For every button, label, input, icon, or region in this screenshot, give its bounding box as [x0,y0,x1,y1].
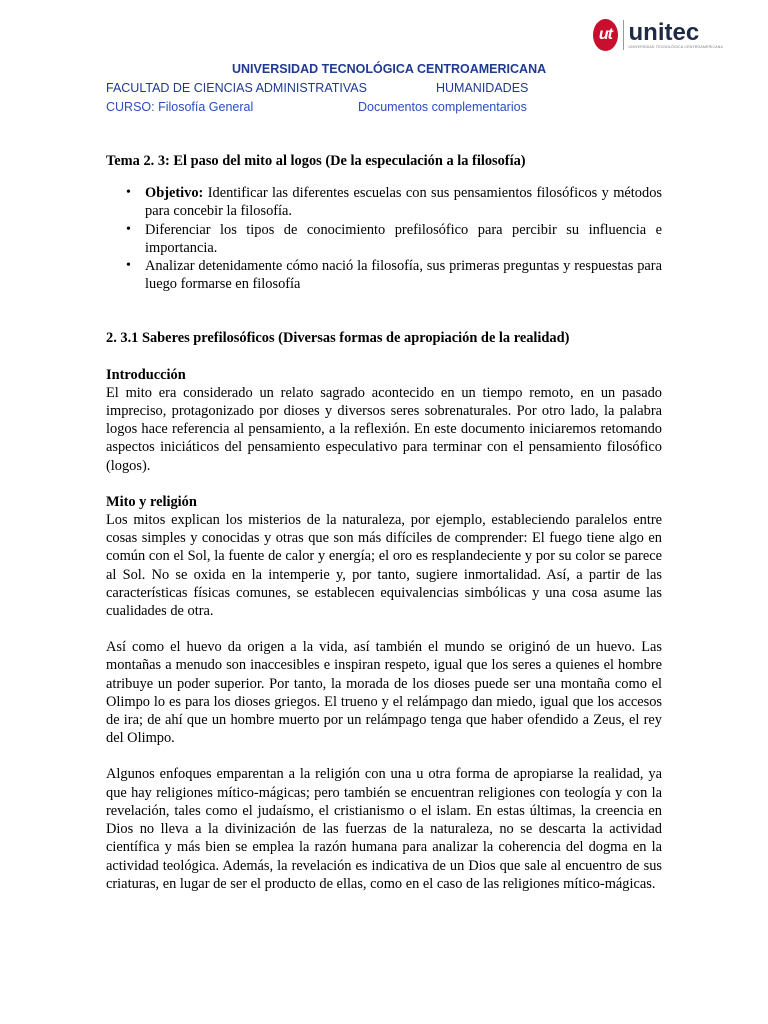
bullet-icon: • [126,185,131,201]
intro-title: Introducción [106,366,186,383]
bullet-icon: • [126,258,131,274]
objective-item [106,221,662,257]
objective-item [106,184,662,220]
logo-mark-icon [593,19,618,51]
unitec-logo [593,17,723,53]
logo-divider [623,20,624,50]
header-docs: Documentos complementarios [358,100,527,114]
header-course: CURSO: Filosofía General [106,100,254,114]
logo-tagline: UNIVERSIDAD TECNOLÓGICA CENTROAMERICANA [628,44,723,49]
logo-word: unitec [628,18,700,46]
bullet-icon: • [126,221,131,237]
myth-paragraph: Así como el huevo da origen a la vida, así también el mundo se originó de un huevo. Las montañas a menudo son inaccesibles e inspiran respeto, igual que los seres a quienes el hombre atribuye un poder superior. Por tanto, la morada de los dioses puede ser una montaña como el Olimpo lo es para los dioses griegos. El trueno y el relámpago dan miedo, igual que los accesos de ira; de ahí que un hombre muerto por un relámpago tenga que haber ofendido a Zeus, el rey del Olimpo. [106,639,662,747]
objective-text: Identificar las diferentes escuelas con sus pensamientos filosóficos y métodos para concebir la filosofía. [145,185,662,220]
header-faculty: FACULTAD DE CIENCIAS ADMINISTRATIVAS [106,81,367,95]
myth-paragraph: Los mitos explican los misterios de la naturaleza, por ejemplo, estableciendo paralelos entre cosas simples y conocidas y otras que son más difíciles de comprender: El fuego tiene algo en común con el Sol, la fuente de calor y energía; el oro es resplandeciente y por su color se parece al Sol. No se oxida en la intemperie y, por tanto, sugiere inmortalidad. Así, a partir de las características físicas comunes, se establecen equivalencias simbólicas y una cosa asume las cualidades de otra. [106,512,662,620]
header-department: HUMANIDADES [436,81,529,95]
myth-title: Mito y religión [106,493,197,510]
objective-label: Objetivo: [145,185,204,202]
objectives-list [106,184,662,293]
document-body [106,152,662,893]
objective-text: Diferenciar los tipos de conocimiento prefilosófico para percibir su influencia e importancia. [145,221,662,256]
section-title: 2. 3.1 Saberes prefilosóficos (Diversas formas de apropiación de la realidad) [106,330,570,347]
topic-title: Tema 2. 3: El paso del mito al logos (De la especulación a la filosofía) [106,153,526,169]
intro-paragraph: El mito era considerado un relato sagrado acontecido en un tiempo remoto, en un pasado impreciso, protagonizado por dioses y diversos seres sobrenaturales. Por otro lado, la palabra logos hace referencia al pensamiento, a la reflexión. En este documento iniciaremos retomando aspectos iniciáticos del pensamiento especulativo para terminar con el pensamiento filosófico (logos). [106,384,662,474]
logo-text [628,18,723,50]
header-university: UNIVERSIDAD TECNOLÓGICA CENTROAMERICANA [232,62,547,76]
logo-mark-text: ut [598,26,612,43]
myth-paragraph: Algunos enfoques emparentan a la religión con una u otra forma de apropiarse la realidad, ya que hay religiones mítico-mágicas; pero también se encuentran religiones con teología y con la revelación, tales como el judaísmo, el cristianismo o el islam. En estas últimas, la creencia en Dios no lleva a la divinización de las fuerzas de la naturaleza, no se descarta la actividad científica y más bien se emplea la razón humana para analizar la coherencia del dogma en la actividad teológica. Además, la revelación es indicativa de un Dios que sale al encuentro de sus criaturas, en lugar de ser el producto de ellas, como en el caso de las religiones mítico-mágicas. [106,766,662,892]
objective-text: Analizar detenidamente cómo nació la filosofía, sus primeras preguntas y respuestas para luego formarse en filosofía [145,258,662,293]
objective-item [106,257,662,293]
